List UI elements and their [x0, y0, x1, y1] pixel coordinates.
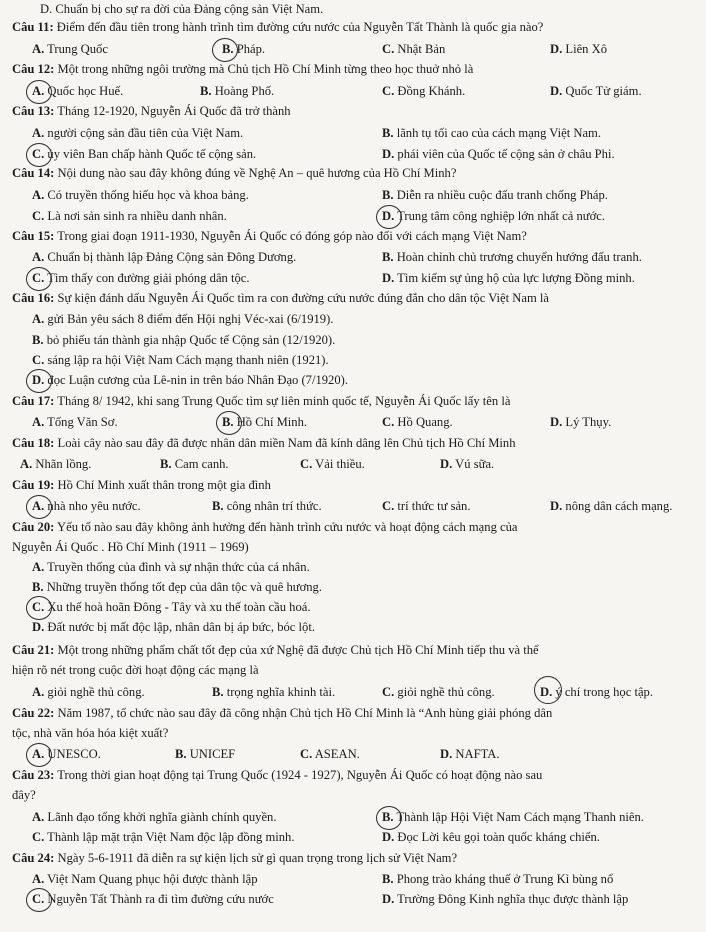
option-b: B. bỏ phiếu tán thành gia nhập Quốc tế Cộng sản (12/1920).: [32, 333, 336, 347]
option-letter: D.: [440, 457, 453, 471]
question-17: [12, 392, 510, 410]
question-text: Loài cây nào sau đây đã được nhân dân miền Nam đã kính dâng lên Chủ tịch Hồ Chí Minh: [57, 436, 516, 450]
option-letter: C.: [32, 271, 45, 285]
option-d: D. đọc Luận cương của Lê-nin in trên báo Nhân Đạo (7/1920).: [32, 373, 348, 387]
option-d: D. Liên Xô: [550, 42, 608, 56]
option-d: D. Trường Đông Kinh nghĩa thục được thành lập: [382, 892, 629, 906]
option-letter: D.: [382, 271, 395, 285]
option-letter: B.: [212, 685, 224, 699]
option-a: A. Quốc học Huế.: [32, 84, 124, 98]
option-letter: D.: [382, 147, 395, 161]
option-d: D. phái viên của Quốc tế cộng sản ở châu Phi.: [382, 147, 615, 161]
option-c: C. trí thức tư sản.: [382, 499, 471, 513]
option-letter: B.: [382, 188, 394, 202]
option-c: C. sáng lập ra hội Việt Nam Cách mạng thanh niên (1921).: [32, 353, 329, 367]
option-letter: B.: [175, 747, 187, 761]
question-number: Câu 13:: [12, 104, 55, 118]
question-number: Câu 16:: [12, 291, 55, 305]
option-letter: C.: [32, 830, 45, 844]
answer-circle: [26, 267, 52, 291]
question-number: Câu 22:: [12, 706, 55, 720]
question-text: Trong giai đoạn 1911-1930, Nguyễn Ái Quốc có đóng góp nào đối với cách mạng Việt Nam?: [57, 229, 527, 243]
option-d: D. Lý Thụy.: [550, 415, 612, 429]
question-number: Câu 23:: [12, 768, 55, 782]
option-b: B. lãnh tụ tối cao của cách mạng Việt Nam.: [382, 126, 601, 140]
question-12: [12, 60, 473, 78]
option-d: D. ý chí trong học tập.: [540, 685, 653, 699]
option-letter: D.: [440, 747, 453, 761]
option-letter: C.: [300, 457, 313, 471]
option-d: D. NAFTA.: [440, 747, 500, 761]
question-text: Tháng 8/ 1942, khi sang Trung Quốc tìm sự liên minh quốc tế, Nguyễn Ái Quốc lấy tên là: [57, 394, 511, 408]
option-letter: B.: [160, 457, 172, 471]
question-text: Điểm đến đầu tiên trong hành trình tìm đường cứu nước của Nguyễn Tất Thành là quốc gia nào?: [56, 20, 544, 34]
option-d: D. Vú sữa.: [440, 457, 495, 471]
question-number: Câu 11:: [12, 20, 54, 34]
option-letter: B.: [32, 580, 44, 594]
option-letter: A.: [32, 810, 45, 824]
question-18: [12, 434, 516, 452]
option-letter: A.: [32, 415, 45, 429]
option-letter: D.: [550, 415, 563, 429]
option-b: B. UNICEF: [175, 747, 236, 761]
option-d: D. Đọc Lời kêu gọi toàn quốc kháng chiến.: [382, 830, 600, 844]
question-21: [12, 641, 539, 659]
question-text: Trong thời gian hoạt động tại Trung Quốc (1924 - 1927), Nguyễn Ái Quốc có hoạt động nào sau: [57, 768, 543, 782]
option-letter: D.: [540, 685, 553, 699]
option-letter: C.: [382, 84, 395, 98]
option-a: A. giỏi nghề thủ công.: [32, 685, 145, 699]
answer-circle: [26, 888, 52, 912]
option-letter: C.: [300, 747, 313, 761]
option-letter: A.: [32, 747, 45, 761]
option-c: C. Hồ Quang.: [382, 415, 453, 429]
option-a: A. Việt Nam Quang phục hội được thành lập: [32, 872, 258, 886]
option-letter: A.: [20, 457, 33, 471]
question-20: [12, 518, 518, 536]
option-letter: D.: [550, 499, 563, 513]
option-c: C. Là nơi sản sinh ra nhiều danh nhân.: [32, 209, 227, 223]
option-d: D. Đất nước bị mất độc lập, nhân dân bị áp bức, bóc lột.: [32, 620, 315, 634]
question-text-cont: đây?: [12, 788, 36, 802]
option-letter: D.: [382, 892, 395, 906]
option-d: D. Tìm kiếm sự ủng hộ của lực lượng Đồng minh.: [382, 271, 635, 285]
option-letter: A.: [32, 499, 45, 513]
option-letter: D.: [550, 42, 563, 56]
option-a: A. nhà nho yêu nước.: [32, 499, 141, 513]
question-19: [12, 476, 271, 494]
option-letter: A.: [32, 685, 45, 699]
option-letter: B.: [222, 415, 234, 429]
option-letter: C.: [382, 685, 395, 699]
option-c: C. ASEAN.: [300, 747, 360, 761]
question-text: Sự kiện đánh dấu Nguyễn Ái Quốc tìm ra con đường cứu nước đúng đắn cho dân tộc Việt Nam là: [57, 291, 550, 305]
question-number: Câu 12:: [12, 62, 55, 76]
question-text: Hồ Chí Minh xuất thân trong một gia đình: [57, 478, 271, 492]
option-letter: C.: [32, 209, 45, 223]
question-text-cont: hiện rõ nét trong cuộc đời hoạt động các mạng là: [12, 663, 259, 677]
option-c: C. ủy viên Ban chấp hành Quốc tế cộng sản.: [32, 147, 257, 161]
answer-circle: [534, 676, 562, 704]
answer-circle: [26, 596, 52, 620]
option-letter: B.: [200, 84, 212, 98]
answer-circle: [26, 743, 52, 767]
answer-circle: [26, 495, 52, 519]
option-c: C. Nguyễn Tất Thành ra đi tìm đường cứu nước: [32, 892, 274, 906]
answer-circle: [216, 411, 242, 435]
option-letter: D.: [32, 620, 45, 634]
option-a: A. Truyền thống của đình và sự nhận thức của cá nhân.: [32, 560, 310, 574]
option-letter: C.: [32, 892, 45, 906]
question-text: Ngày 5-6-1911 đã diễn ra sự kiện lịch sử gì quan trọng trong lịch sử Việt Nam?: [57, 851, 458, 865]
option-letter: C.: [32, 600, 45, 614]
option-a: A. Trung Quốc: [32, 42, 108, 56]
answer-circle: [376, 205, 402, 229]
option-letter: C.: [382, 415, 395, 429]
option-letter: B.: [222, 42, 234, 56]
question-11: [12, 18, 543, 36]
option-d: D. nông dân cách mạng.: [550, 499, 673, 513]
option-letter: A.: [32, 126, 45, 140]
option-b: B. Hồ Chí Minh.: [222, 415, 308, 429]
option-a: A. UNESCO.: [32, 747, 101, 761]
question-23: [12, 766, 542, 784]
question-text: Yếu tố nào sau đây không ảnh hưởng đến hành trình cứu nước và hoạt động cách mạng của: [57, 520, 518, 534]
option-d: D. Quốc Tử giám.: [550, 84, 642, 98]
option-b: B. Những truyền thống tốt đẹp của dân tộc và quê hương.: [32, 580, 322, 594]
option-a: A. Chuẩn bị thành lập Đảng Cộng sản Đông Dương.: [32, 250, 297, 264]
option-b: B. trọng nghĩa khinh tài.: [212, 685, 336, 699]
option-c: C. Vải thiều.: [300, 457, 365, 471]
question-text: Tháng 12-1920, Nguyễn Ái Quốc đã trở thành: [57, 104, 291, 118]
option-letter: B.: [382, 810, 394, 824]
question-16: [12, 289, 549, 307]
option-b: B. Thành lập Hội Việt Nam Cách mạng Thanh niên.: [382, 810, 644, 824]
option-letter: C.: [32, 147, 45, 161]
question-number: Câu 15:: [12, 229, 55, 243]
option-b: B. Pháp.: [222, 42, 266, 56]
answer-circle: [26, 369, 52, 393]
option-a: A. Có truyền thống hiếu học và khoa bảng.: [32, 188, 249, 202]
option-letter: A.: [32, 188, 45, 202]
question-15: [12, 227, 527, 245]
question-number: Câu 17:: [12, 394, 55, 408]
option-c: C. Xu thế hoà hoãn Đông - Tây và xu thế toàn cầu hoá.: [32, 600, 311, 614]
option-letter: A.: [32, 872, 45, 886]
question-text-cont: Nguyễn Ái Quốc . Hồ Chí Minh (1911 – 1969): [12, 540, 249, 554]
question-number: Câu 19:: [12, 478, 55, 492]
question-text: Một trong những ngôi trường mà Chủ tịch Hồ Chí Minh từng theo học thuở nhỏ là: [57, 62, 474, 76]
option-letter: C.: [32, 353, 45, 367]
option-letter: C.: [382, 499, 395, 513]
option-letter: B.: [382, 250, 394, 264]
option-letter: A.: [32, 312, 45, 326]
option-a: A. Lãnh đạo tổng khởi nghĩa giành chính quyền.: [32, 810, 277, 824]
option-letter: D.: [550, 84, 563, 98]
option-d: D. Trung tâm công nghiệp lớn nhất cả nước.: [382, 209, 606, 223]
question-14: [12, 164, 456, 182]
option-b: B. Cam canh.: [160, 457, 229, 471]
option-letter: A.: [32, 84, 45, 98]
question-13: [12, 102, 291, 120]
option-b: B. Phong trào kháng thuế ở Trung Kì bùng nổ: [382, 872, 614, 886]
option-letter: B.: [212, 499, 224, 513]
option-letter: A.: [32, 250, 45, 264]
question-text: Một trong những phẩm chất tốt đẹp của xứ Nghệ đã được Chủ tịch Hồ Chí Minh tiếp thu và thể: [57, 643, 539, 657]
option-letter: B.: [382, 872, 394, 886]
option-letter: D.: [382, 209, 395, 223]
option-letter: B.: [382, 126, 394, 140]
option-b: B. Hoàn chỉnh chủ trương chuyển hướng đấu tranh.: [382, 250, 642, 264]
question-24: [12, 849, 457, 867]
answer-circle: [212, 38, 238, 62]
option-a: A. Nhãn lồng.: [20, 457, 92, 471]
question-number: Câu 18:: [12, 436, 55, 450]
answer-circle: [26, 80, 52, 104]
option-b: B. Diễn ra nhiều cuộc đấu tranh chống Pháp.: [382, 188, 608, 202]
option-c: C. Đồng Khánh.: [382, 84, 466, 98]
question-22: [12, 704, 552, 722]
option-c: C. Nhật Bản: [382, 42, 446, 56]
option-c: C. Tìm thấy con đường giải phóng dân tộc.: [32, 271, 250, 285]
option-letter: C.: [382, 42, 395, 56]
option-a: A. gửi Bản yêu sách 8 điểm đến Hội nghị Véc-xai (6/1919).: [32, 312, 334, 326]
option-c: C. giỏi nghề thủ công.: [382, 685, 495, 699]
option-b: B. Hoàng Phố.: [200, 84, 275, 98]
option-letter: A.: [32, 560, 45, 574]
option-letter: D.: [382, 830, 395, 844]
question-number: Câu 20:: [12, 520, 55, 534]
option-letter: B.: [32, 333, 44, 347]
option-letter: A.: [32, 42, 45, 56]
question-text-cont: tộc, nhà văn hóa hóa kiệt xuất?: [12, 726, 169, 740]
answer-circle: [376, 806, 402, 830]
option-letter: D.: [32, 373, 45, 387]
question-text: Nội dung nào sau đây không đúng về Nghệ An – quê hương của Hồ Chí Minh?: [57, 166, 457, 180]
question-number: Câu 21:: [12, 643, 55, 657]
question-number: Câu 24:: [12, 851, 55, 865]
question-text: Năm 1987, tổ chức nào sau đây đã công nhận Chủ tịch Hồ Chí Minh là “Anh hùng giải phóng dân: [57, 706, 553, 720]
option-a: A. người cộng sản đầu tiên của Việt Nam.: [32, 126, 244, 140]
option-a: A. Tống Văn Sơ.: [32, 415, 118, 429]
question-number: Câu 14:: [12, 166, 55, 180]
option-c: C. Thành lập mặt trận Việt Nam độc lập đồng minh.: [32, 830, 295, 844]
option-b: B. công nhân trí thức.: [212, 499, 322, 513]
top-line: D. Chuẩn bị cho sự ra đời của Đảng cộng sản Việt Nam.: [40, 2, 324, 16]
